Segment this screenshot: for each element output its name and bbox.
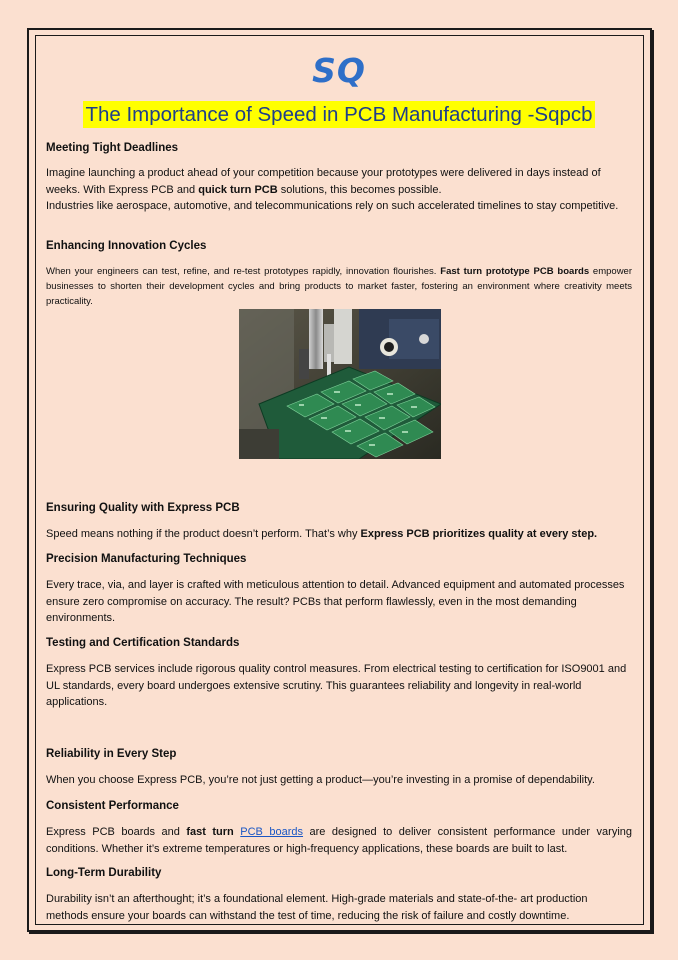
- page-title: The Importance of Speed in PCB Manufacturing -Sqpcb: [85, 103, 593, 126]
- testing-paragraph: Express PCB services include rigorous quality control measures. From electrical testing to certification for ISO9001 and UL standards, every board undergoes extensive scrutiny. This guarantees reliability and longevity in real-world applications.: [46, 663, 627, 708]
- durability-paragraph: Durability isn’t an afterthought; it’s a foundational element. High-grade materials and state-of-the- art production methods ensure your boards can withstand the test of time, reducing the risk of failure and costly downtime.: [46, 893, 588, 922]
- section-reliability: [46, 747, 632, 789]
- heading-meeting: Meeting Tight Deadlines: [46, 142, 179, 154]
- heading-quality: Ensuring Quality with Express PCB: [46, 502, 240, 514]
- meeting-paragraph-2: Industries like aerospace, automotive, and telecommunications rely on such accelerated timelines to stay competitive.: [46, 200, 619, 212]
- section-testing: [46, 636, 632, 711]
- quality-paragraph: Speed means nothing if the product doesn’t perform. That’s why Express PCB prioritizes quality at every step.: [46, 528, 598, 540]
- heading-testing: Testing and Certification Standards: [46, 637, 240, 649]
- section-meeting: [46, 141, 632, 215]
- heading-durability: Long-Term Durability: [46, 867, 162, 879]
- section-durability: [46, 866, 632, 924]
- heading-consistent: Consistent Performance: [46, 800, 179, 812]
- pcb-boards-link[interactable]: PCB boards: [240, 826, 304, 838]
- pcb-machine-photo: [239, 309, 441, 459]
- photo-section: [46, 309, 632, 459]
- heading-reliability: Reliability in Every Step: [46, 748, 177, 760]
- meeting-paragraph-1: Imagine launching a product ahead of your competition because your prototypes were delivered in days instead of weeks. With Express PCB and quick turn PCB solutions, this becomes possible.: [46, 167, 601, 196]
- logo-text: SQ: [312, 51, 366, 90]
- section-innovation: [46, 239, 632, 309]
- heading-precision: Precision Manufacturing Techniques: [46, 553, 247, 565]
- section-consistent: [46, 799, 632, 857]
- document-content: [46, 40, 633, 922]
- section-precision: [46, 552, 632, 627]
- title-wrap: [46, 101, 632, 128]
- innovation-paragraph: When your engineers can test, refine, and re-test prototypes rapidly, innovation flourishes. Fast turn prototype PCB boards empower businesses to shorten their development cycles and bring products to market faster, fostering an environment where creativity meets practicality.: [46, 266, 633, 307]
- consistent-paragraph: Express PCB boards and fast turn PCB boards are designed to deliver consistent performance under varying conditions. Whether it’s extreme temperatures or high-frequency applications, these boards are built to last.: [46, 826, 632, 855]
- reliability-paragraph: When you choose Express PCB, you’re not just getting a product—you’re investing in a promise of dependability.: [46, 774, 595, 786]
- heading-innovation: Enhancing Innovation Cycles: [46, 240, 207, 252]
- precision-paragraph: Every trace, via, and layer is crafted with meticulous attention to detail. Advanced equipment and automated processes ensure zero compromise on accuracy. The result? PCBs that perform flawlessly, even in the most demanding environments.: [46, 579, 625, 624]
- logo: [46, 40, 632, 90]
- section-quality: [46, 501, 632, 543]
